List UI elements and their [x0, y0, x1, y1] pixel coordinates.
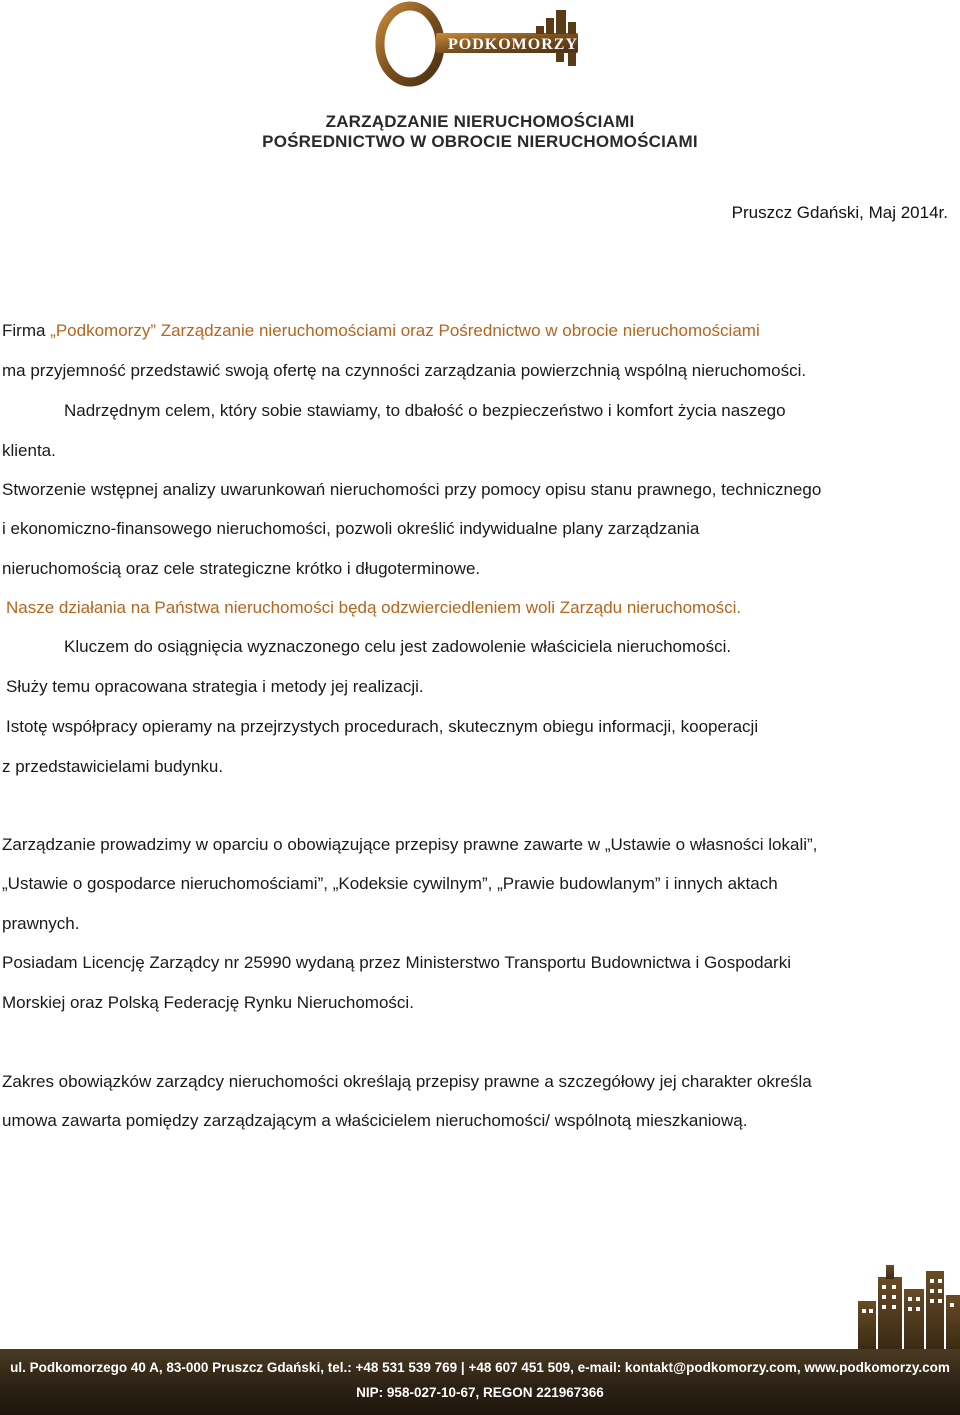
- paragraph-2-line-1: Nadrzędnym celem, który sobie stawiamy, to dbałość o bezpieczeństwo i komfort życia naszego: [64, 401, 786, 420]
- company-name-highlight: „Podkomorzy” Zarządzanie nieruchomościami oraz Pośrednictwo w obrocie nieruchomościami: [50, 321, 760, 340]
- place-and-date: Pruszcz Gdański, Maj 2014r.: [731, 203, 948, 222]
- paragraph-3-line-2: i ekonomiczno-finansowego nieruchomości, pozwoli określić indywidualne plany zarządzania: [2, 519, 700, 538]
- paragraph-8-line-3: prawnych.: [2, 914, 80, 933]
- logo-text: PODKOMORZY: [448, 36, 578, 53]
- paragraph-5: Kluczem do osiągnięcia wyznaczonego celu jest zadowolenie właściciela nieruchomości.: [64, 637, 732, 656]
- paragraph-8-line-2: „Ustawie o gospodarce nieruchomościami”, „Kodeksie cywilnym”, „Prawie budowlanym” i innych aktach: [2, 874, 778, 893]
- paragraph-3-line-3: nieruchomością oraz cele strategiczne krótko i długoterminowe.: [2, 559, 481, 578]
- paragraph-9-line-2: Morskiej oraz Polską Federację Rynku Nieruchomości.: [2, 993, 414, 1012]
- company-logo: [370, 0, 590, 100]
- paragraph-1-line-1: [2, 321, 760, 341]
- paragraph-2-line-2: klienta.: [2, 441, 56, 460]
- paragraph-9-line-1: Posiadam Licencję Zarządcy nr 25990 wydaną przez Ministerstwo Transportu Budownictwa i Gospodarki: [2, 953, 791, 972]
- footer-skyline-icon: [850, 1259, 960, 1349]
- paragraph-7-line-2: z przedstawicielami budynku.: [2, 757, 224, 776]
- footer-contact-info: ul. Podkomorzego 40 A, 83-000 Pruszcz Gdański, tel.: +48 531 539 769 | +48 607 451 509, e-mail: kontakt@podkomorzy.com, www.podkomorzy.com: [10, 1360, 950, 1375]
- paragraph-4-highlight: Nasze działania na Państwa nieruchomości będą odzwierciedleniem woli Zarządu nieruchomości.: [6, 598, 742, 617]
- company-tagline-2: POŚREDNICTWO W OBROCIE NIERUCHOMOŚCIAMI: [262, 132, 698, 151]
- text-segment: Firma: [2, 321, 51, 340]
- paragraph-3-line-1: Stworzenie wstępnej analizy uwarunkowań nieruchomości przy pomocy opisu stanu prawnego, technicznego: [2, 480, 822, 499]
- company-tagline-1: ZARZĄDZANIE NIERUCHOMOŚCIAMI: [325, 112, 635, 131]
- paragraph-10-line-1: Zakres obowiązków zarządcy nieruchomości określają przepisy prawne a szczegółowy jej charakter określa: [2, 1072, 812, 1091]
- paragraph-8-line-1: Zarządzanie prowadzimy w oparciu o obowiązujące przepisy prawne zawarte w „Ustawie o własności lokali”,: [2, 835, 818, 854]
- paragraph-7-line-1: Istotę współpracy opieramy na przejrzystych procedurach, skutecznym obiegu informacji, kooperacji: [6, 717, 759, 736]
- paragraph-10-line-2: umowa zawarta pomiędzy zarządzającym a właścicielem nieruchomości/ wspólnotą mieszkaniową.: [2, 1111, 748, 1130]
- paragraph-1-line-2: ma przyjemność przedstawić swoją ofertę na czynności zarządzania powierzchnią wspólną nieruchomości.: [2, 361, 807, 380]
- paragraph-6: Służy temu opracowana strategia i metody jej realizacji.: [6, 677, 424, 696]
- footer-bar: [0, 1349, 960, 1415]
- key-skyline-logo-icon: [370, 0, 590, 100]
- footer-tax-ids: NIP: 958-027-10-67, REGON 221967366: [356, 1385, 604, 1400]
